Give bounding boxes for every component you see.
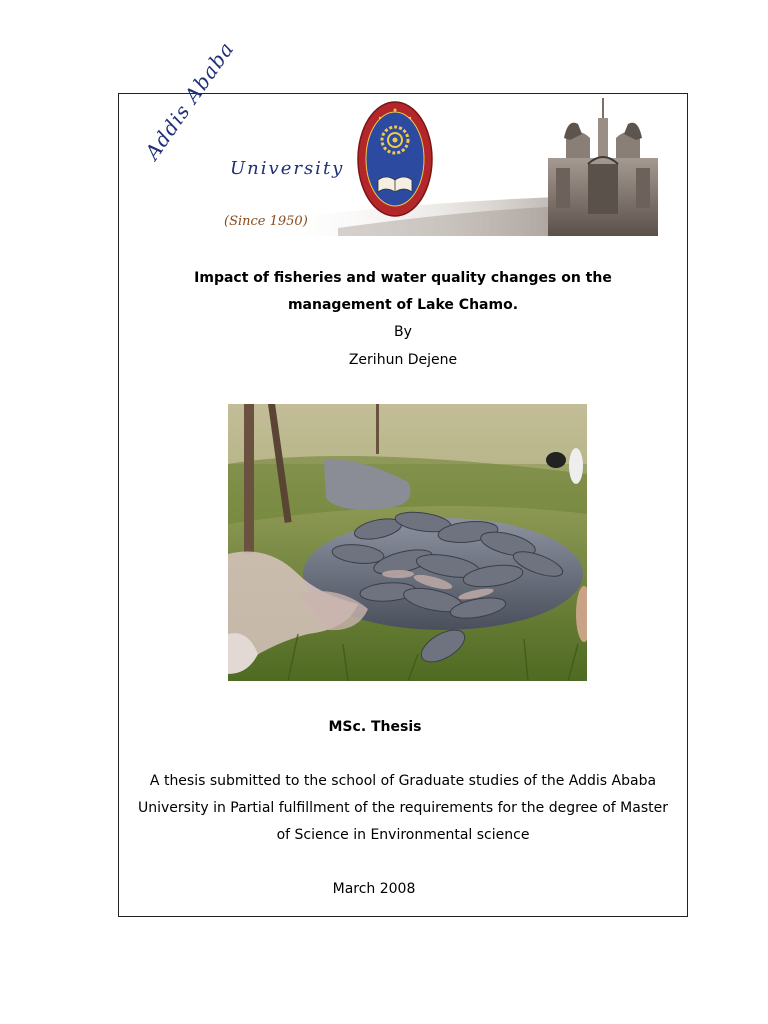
university-name-university: University [230, 158, 345, 179]
university-banner [138, 36, 658, 236]
by-label: By [394, 324, 412, 340]
university-seal-logo [356, 100, 434, 218]
university-building-image [548, 98, 658, 236]
submission-statement-line-3: of Science in Environmental science [276, 827, 530, 843]
thesis-title-line-2: management of Lake Chamo. [287, 297, 519, 313]
fish-catch-illustration [228, 404, 587, 681]
university-name-addis-ababa: Addis Ababa [140, 36, 239, 164]
author-name: Zerihun Dejene [348, 352, 458, 368]
thesis-title-line-1: Impact of fisheries and water quality changes on the [194, 270, 612, 286]
submission-statement-line-1: A thesis submitted to the school of Graduate studies of the Addis Ababa [149, 773, 657, 789]
degree-type-label: MSc. Thesis [328, 719, 422, 735]
fish-catch-photo [228, 404, 587, 681]
submission-date: March 2008 [332, 881, 416, 897]
submission-statement-line-2: University in Partial fulfillment of the requirements for the degree of Master [138, 800, 668, 816]
since-year-label: (Since 1950) [224, 214, 308, 229]
